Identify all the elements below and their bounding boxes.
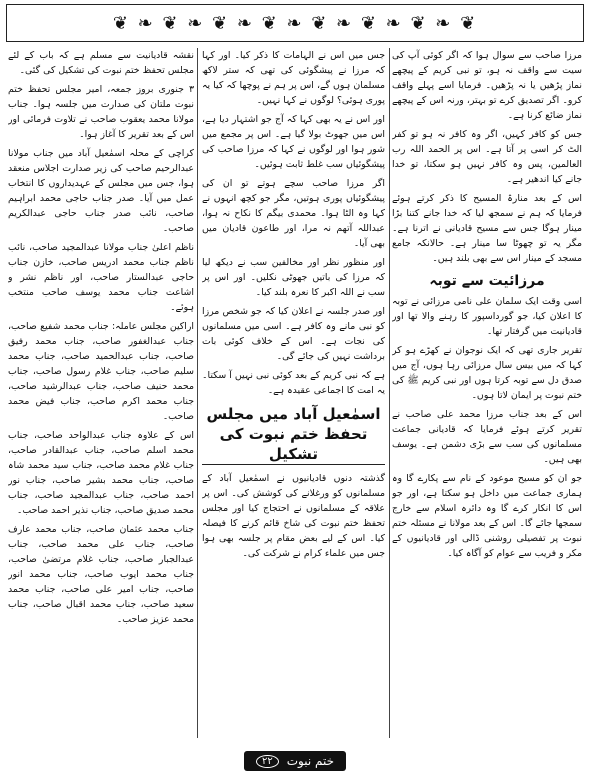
- right-column: [392, 48, 582, 738]
- paragraph: اسی وقت ایک سلمان علی نامی مرزائی نے توبہ کا اعلان کیا، جو گورداسپور کا رہنے والا تھا اور قادیانیت میں گرفتار تھا۔: [392, 296, 582, 337]
- page-footer: [0, 751, 590, 771]
- paragraph: مرزا صاحب سے سوال ہوا کہ اگر کوئی آپ کی سیت سے واقف نہ ہو، تو نبی کریم کے پیچھے نماز پڑھیں یا نہ پڑھیں۔ فرمایا اسے پہلے واقف کرو۔ اگر تصدیق کرے تو بہتر، ورنہ اس کے پیچھے نماز ضائع کرنا ہے۔: [392, 50, 582, 121]
- paragraph: ہے کہ نبی کریم کے بعد کوئی نبی نہیں آ سکتا۔ یہ امت کا اجماعی عقیدہ ہے۔: [202, 370, 385, 396]
- paragraph: اور اس نے یہ بھی کہا کہ آج جو اشتہار دیا ہے، اس میں جھوٹ بولا گیا ہے۔ اس پر مجمع میں شور ہوا اور لوگوں نے کہا کہ مرزا صاحب کی پیشگوئیاں سب غلط ثابت ہوئیں۔: [202, 114, 385, 170]
- paragraph: جو ان کو مسیح موعود کے نام سے پکارے گا وہ ہماری جماعت میں داخل ہو سکتا ہے، اور جو اس کا انکار کرے گا وہ دائرہ اسلام سے خارج سمجھا جائے گا۔ اس کے بعد مولانا نے مسئلہ ختم نبوت پر تفصیلی روشنی ڈالی اور قادیانیوں کے مکر و فریب سے عوام کو آگاہ کیا۔: [392, 473, 582, 559]
- paragraph: اس کے بعد منارۃ المسیح کا ذکر کرتے ہوئے فرمایا کہ ہم نے سمجھ لیا کہ خدا جانے کتنا بڑا مینار ہوگا جس سے مسیح قادیانی نے اترنا ہے۔ مگر یہ تو چھوٹا سا مینار ہے۔ حالانکہ جامع مسجد کے مینار اس سے بھی بلند ہیں۔: [392, 193, 582, 264]
- ornamental-border: [6, 4, 584, 42]
- paragraph: ناظم اعلیٰ جناب مولانا عبدالمجید صاحب، نائب ناظم جناب محمد ادریس صاحب، خازن جناب حاجی عبدالستار صاحب، اور ناظم نشر و اشاعت جناب محمد یوسف صاحب منتخب ہوئے۔: [8, 242, 194, 313]
- paragraph: جس میں اس نے الہامات کا ذکر کیا۔ اور کہا کہ مرزا نے پیشگوئی کی تھی کہ ستر لاکھ مسلمان ہوں گے، اس پر ہم نے پوچھا کہ کیا یہ پوری ہوئی؟ لوگوں نے کہا نہیں۔: [202, 50, 385, 106]
- paragraph: اس کے علاوہ جناب عبدالواحد صاحب، جناب محمد اسلم صاحب، جناب عبدالقادر صاحب، جناب غلام محمد صاحب، جناب سید محمد شاہ صاحب، جناب محمد بشیر صاحب، جناب نور احمد صاحب، جناب عبدالمجید صاحب، جناب محمد صدیق صاحب، جناب نذیر احمد صاحب۔: [8, 430, 194, 516]
- page-number: ۲۲: [256, 755, 279, 768]
- left-column: [8, 48, 194, 738]
- paragraph: ۳ جنوری بروز جمعہ، امیر مجلس تحفظ ختم نبوت ملتان کی صدارت میں جلسہ ہوا۔ جناب مولانا محمد یعقوب صاحب نے تلاوت فرمائی اور اس کے بعد تقریر کا آغاز ہوا۔: [8, 84, 194, 140]
- paragraph: اس کے بعد جناب مرزا محمد علی صاحب نے تقریر کرتے ہوئے فرمایا کہ قادیانی جماعت مسلمانوں کی سب سے بڑی دشمن ہے۔ یوسف بھی ہیں۔: [392, 409, 582, 465]
- paragraph: جس کو کافر کہیں، اگر وہ کافر نہ ہو تو کفر الٹ کر اسی پر آتا ہے۔ اس پر الحمد اللہ رب العالمین، پس وہ کافر نہیں ہو سکتا، تو خدا جانے کیا اندھیر ہے۔: [392, 129, 582, 185]
- paragraph: اور صدر جلسہ نے اعلان کیا کہ جو شخص مرزا کو نبی مانے وہ کافر ہے۔ اسی میں مسلمانوں کی نجات ہے۔ اس کے خلاف کوئی بات برداشت نہیں کی جائے گی۔: [202, 306, 385, 362]
- paragraph: تقریر جاری تھی کہ ایک نوجوان نے کھڑے ہو کر کہا کہ میں بیس سال مرزائی رہا ہوں، آج میں صدق دل سے توبہ کرتا ہوں اور نبی کریم ﷺ کی ختم نبوت پر ایمان لاتا ہوں۔: [392, 345, 582, 401]
- middle-column: [202, 48, 385, 738]
- paragraph: اراکین مجلس عاملہ: جناب محمد شفیع صاحب، جناب عبدالغفور صاحب، جناب محمد رفیق صاحب، جناب عبدالحمید صاحب، جناب محمد سلیم صاحب، جناب غلام رسول صاحب، جناب محمد حنیف صاحب، جناب عبدالرشید صاحب، جناب محمد اکرم صاحب، جناب فیض محمد صاحب۔: [8, 321, 194, 422]
- article-heading: اسمٰعیل آباد میں مجلس تحفظ ختم نبوت کی تشکیل: [202, 404, 385, 465]
- paragraph: کراچی کے محلہ اسمٰعیل آباد میں جناب مولانا عبدالرحیم صاحب کی زیر صدارت اجلاس منعقد ہوا، جس میں مجلس کے عہدیداروں کا انتخاب عمل میں آیا۔ صدر جناب حاجی محمد ابراہیم صاحب، نائب صدر جناب حاجی عبدالکریم صاحب۔: [8, 148, 194, 234]
- paragraph: گذشتہ دنوں قادیانیوں نے اسمٰعیل آباد کے مسلمانوں کو ورغلانے کی کوشش کی۔ اس پر علاقہ کے مسلمانوں نے احتجاج کیا اور مجلس تحفظ ختم نبوت کی شاخ قائم کرنے کا فیصلہ کیا۔ اس کے لیے بعض مقام پر جلسہ بھی ہوا جس میں علماء کرام نے شرکت کی۔: [202, 473, 385, 559]
- paragraph: نقشہ قادیانیت سے مسلم ہے کہ باب کے لئے مجلس تحفظ ختم نبوت کی تشکیل کی گئی۔: [8, 50, 194, 76]
- page-body: [8, 48, 582, 738]
- paragraph: جناب محمد عثمان صاحب، جناب محمد عارف صاحب، جناب علی محمد صاحب، جناب عبدالجبار صاحب، جناب غلام مرتضیٰ صاحب، جناب محمد ایوب صاحب، جناب محمد انور صاحب، جناب امیر علی صاحب، جناب محمد سعید صاحب، جناب محمد اقبال صاحب، جناب محمد عزیز صاحب۔: [8, 524, 194, 625]
- paragraph: اور منظور نظر اور مخالفین سب نے دیکھ لیا کہ مرزا کی باتیں جھوٹی نکلیں۔ اور اس پر سب نے اللہ اکبر کا نعرہ بلند کیا۔: [202, 257, 385, 298]
- column-divider: [389, 48, 390, 738]
- column-divider: [197, 48, 198, 738]
- publication-title: ختم نبوت: [286, 754, 335, 768]
- paragraph: اگر مرزا صاحب سچے ہوتے تو ان کی پیشگوئیاں پوری ہوتیں، مگر جو کچھ انہوں نے کہا وہ الٹا ہوا۔ محمدی بیگم کا نکاح نہ ہوا، عبداللہ آتھم نہ مرا، اور طاعون قادیان میں بھی آیا۔: [202, 178, 385, 249]
- section-heading: مرزائیت سے توبہ: [429, 273, 545, 289]
- border-ornament: ❦ ❧ ❦ ❧ ❦ ❧ ❦ ❧ ❦ ❧ ❦ ❧ ❦ ❧ ❦: [112, 12, 478, 34]
- publication-badge: [244, 751, 346, 771]
